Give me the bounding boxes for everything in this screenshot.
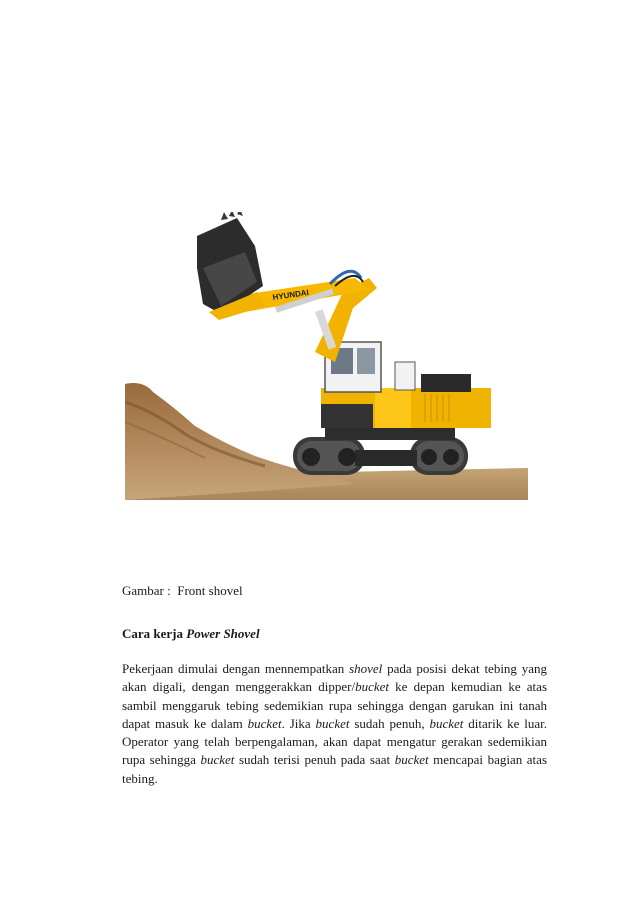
italic-term: bucket: [200, 752, 235, 768]
figure-caption: Gambar : Front shovel: [122, 583, 243, 598]
paragraph-line: [122, 733, 547, 751]
paragraph-line: [122, 751, 547, 769]
text-run: tebing.: [122, 770, 158, 786]
paragraph-line: [122, 678, 547, 696]
text-run: . Jika: [281, 715, 316, 731]
paragraph-line: [122, 660, 547, 678]
heading-italic: Power Shovel: [186, 626, 260, 641]
section-heading: [122, 626, 260, 642]
text-run: akan digali, dengan menggerakkan dipper/: [122, 679, 356, 695]
text-run: ditarik ke luar.: [463, 715, 547, 731]
text-run: Operator yang telah berpengalaman, akan dapat mengatur gerakan sedemikian: [122, 734, 547, 750]
text-run: Pekerjaan dimulai dengan mennempatkan: [122, 661, 350, 676]
paragraph-line: [122, 697, 547, 715]
paragraph-line: [122, 715, 547, 733]
text-run: mencapai bagian atas: [428, 752, 548, 768]
text-run: sudah penuh,: [349, 715, 430, 731]
heading-prefix: Cara kerja: [122, 626, 187, 641]
text-run: ke depan kemudian ke atas: [388, 679, 548, 695]
italic-term: bucket: [247, 715, 282, 731]
brand-label: HYUNDAI: [272, 287, 310, 302]
body-paragraph: [122, 660, 547, 788]
text-run: sambil menggaruk tebing sedemikian rupa sehingga dengan garukan ini tanah: [122, 697, 547, 713]
italic-term: bucket: [394, 752, 429, 768]
text-run: rupa sehingga: [122, 752, 201, 768]
front-shovel-photo: [125, 212, 528, 500]
paragraph-line: [122, 770, 547, 788]
italic-term: bucket: [315, 715, 350, 731]
text-run: dapat masuk ke dalam: [122, 715, 248, 731]
italic-term: bucket: [355, 679, 389, 695]
text-run: sudah terisi penuh pada saat: [234, 752, 395, 768]
text-run: pada posisi dekat tebing yang: [382, 661, 547, 676]
italic-term: bucket: [429, 715, 464, 731]
italic-term: shovel: [349, 661, 383, 676]
